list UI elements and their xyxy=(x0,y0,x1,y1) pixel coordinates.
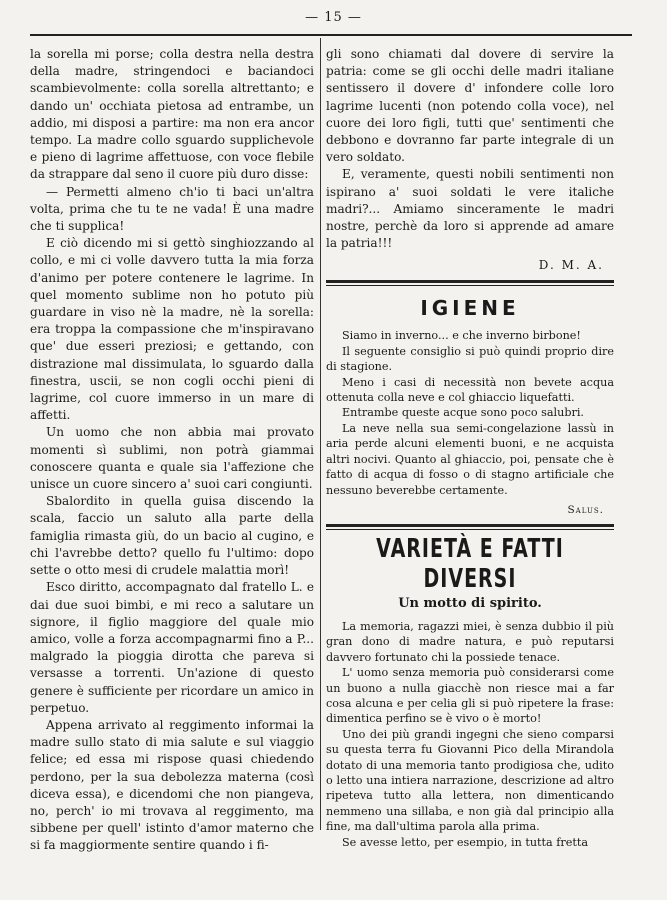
article-continuation xyxy=(326,46,614,252)
igiene-paragraph: Il seguente consiglio si può quindi proprio dire di stagione. xyxy=(326,344,614,374)
section-rule xyxy=(326,285,614,286)
left-paragraph: — Permetti almeno ch'io ti baci un'altra volta, prima che tu te ne vada! È una madre che ti supplica! xyxy=(30,184,314,234)
igiene-paragraph: Siamo in inverno... e che inverno birbone! xyxy=(342,329,581,343)
igiene-author: Salus. xyxy=(567,503,604,516)
section-rule xyxy=(326,280,614,283)
varieta-paragraph: La memoria, ragazzi miei, è senza dubbio il più gran dono di madre natura, e può reputarsi davvero fortunato chi la possiede tenace. xyxy=(326,619,614,664)
varieta-heading: VARIETÀ E FATTI DIVERSI xyxy=(376,534,564,594)
left-paragraph: Un uomo che non abbia mai provato momenti sì sublimi, non potrà giammai conoscere quanta e quale sia l'affezione che unisce un cuore sincero a' suoi cari congiunti. xyxy=(30,425,314,492)
right-paragraph: E, veramente, questi nobili sentimenti non ispirano a' suoi soldati le vere italiche madri?... Amiamo sinceramente le madri nostre, perchè da loro si apprende ad amare la patria!!! xyxy=(326,167,614,251)
left-paragraph: Esco diritto, accompagnato dal fratello L. e dai due suoi bimbi, e mi reco a salutare un signore, il figlio maggiore del quale mio amico, volle a forza accompagnarmi fino a P... malgrado la pioggia dirotta che pareva si versasse a torrenti. Un'azione di questo genere è sufficiente per ricordare un amico in perpetuo. xyxy=(30,580,314,715)
igiene-paragraph: Meno i casi di necessità non bevete acqua ottenuta colla neve e col ghiaccio liquefatti. xyxy=(326,375,614,405)
varieta-paragraph: L' uomo senza memoria può considerarsi come un buono a nulla giacchè non riesce mai a far cosa alcuna e per celia gli si può ripetere la frase: dimentica perfino se è vivo o è morto! xyxy=(326,666,614,726)
page-number: — 15 — xyxy=(305,10,362,25)
igiene-paragraph: Entrambe queste acque sono poco salubri. xyxy=(342,406,584,420)
varieta-subtitle: Un motto di spirito. xyxy=(398,595,542,611)
varieta-paragraph: Se avesse letto, per esempio, in tutta fretta xyxy=(342,835,589,849)
right-column xyxy=(326,46,614,850)
left-paragraph: E ciò dicendo mi si gettò singhiozzando al collo, e mi ci volle davvero tutta la mia forza d'animo per potere contenere le lagrime. In quel momento sublime non ho potuto più guardare in viso nè la madre, nè la sorella: era troppa la compassione che m'inspiravano que' due esseri preziosi; e gettando, con distrazione mal dissimulata, lo sguardo dalla finestra, uscii, se non cogli occhi pieni di lagrime, col cuore immerso in un mare di affetti. xyxy=(30,236,314,423)
section-rule xyxy=(326,529,614,530)
article-signature: D. M. A. xyxy=(538,258,604,273)
left-column xyxy=(30,46,314,855)
right-paragraph: gli sono chiamati dal dovere di servire la patria: come se gli occhi delle madri italiane sentissero il dovere d' infondere colle loro lagrime lucenti (non potendo colla voce), nel cuore dei loro figli, tutti que' sentimenti che debbono e dovranno far parte integrale di un vero soldato. xyxy=(326,47,614,165)
left-paragraph: Sbalordito in quella guisa discendo la scala, faccio un saluto alla parte della famiglia rimasta giù, do un bacio al cugino, e chi l'avrebbe detto? quello fu l'ultimo: dopo sette o otto mesi di crudele malattia morì! xyxy=(30,494,314,578)
left-paragraph: la sorella mi porse; colla destra nella destra della madre, stringendoci e baciandoci scambievolmente: colla sorella altrettanto; e dando un' occhiata pietosa ad entrambe, un addio, mi disposi a partire: ma non era ancor tempo. La madre collo sguardo supplichevole e pieno di lagrime affettuose, con voce flebile da strappare dal seno il cuore più duro disse: xyxy=(30,47,314,182)
igiene-section xyxy=(326,328,614,497)
igiene-heading: IGIENE xyxy=(420,296,520,321)
column-divider xyxy=(320,38,321,830)
section-rule xyxy=(326,524,614,527)
igiene-paragraph: La neve nella sua semi-congelazione lassù in aria perde alcuni elementi buoni, e ne acquista altri nocivi. Quanto al ghiaccio, poi, pensate che è fatto di acqua di fosso o di stagno artificiale che nessuno beverebbe certamente. xyxy=(326,421,614,497)
varieta-section xyxy=(326,619,614,850)
varieta-paragraph: Uno dei più grandi ingegni che sieno comparsi su questa terra fu Giovanni Pico della Mirandola dotato di una memoria tanto prodigiosa che, udito o letto una intiera narrazione, descrizione ad altro ripeteva tutto alla lettera, non dimenticando nemmeno una sillaba, e non già dal principio alla fine, ma dall'ultima parola alla prima. xyxy=(326,727,614,834)
header-rule xyxy=(30,34,632,36)
left-paragraph: Appena arrivato al reggimento informai la madre sullo stato di mia salute e sul viaggio felice; ed essa mi rispose quasi chiedendo perdono, per la sua debolezza materna (così diceva essa), e dicendomi che non piangeva, no, perch' io mi trovava al reggimento, ma sibbene per quell' istinto d'amor materno che si fa maggiormente sentire quando i fi- xyxy=(30,717,314,853)
